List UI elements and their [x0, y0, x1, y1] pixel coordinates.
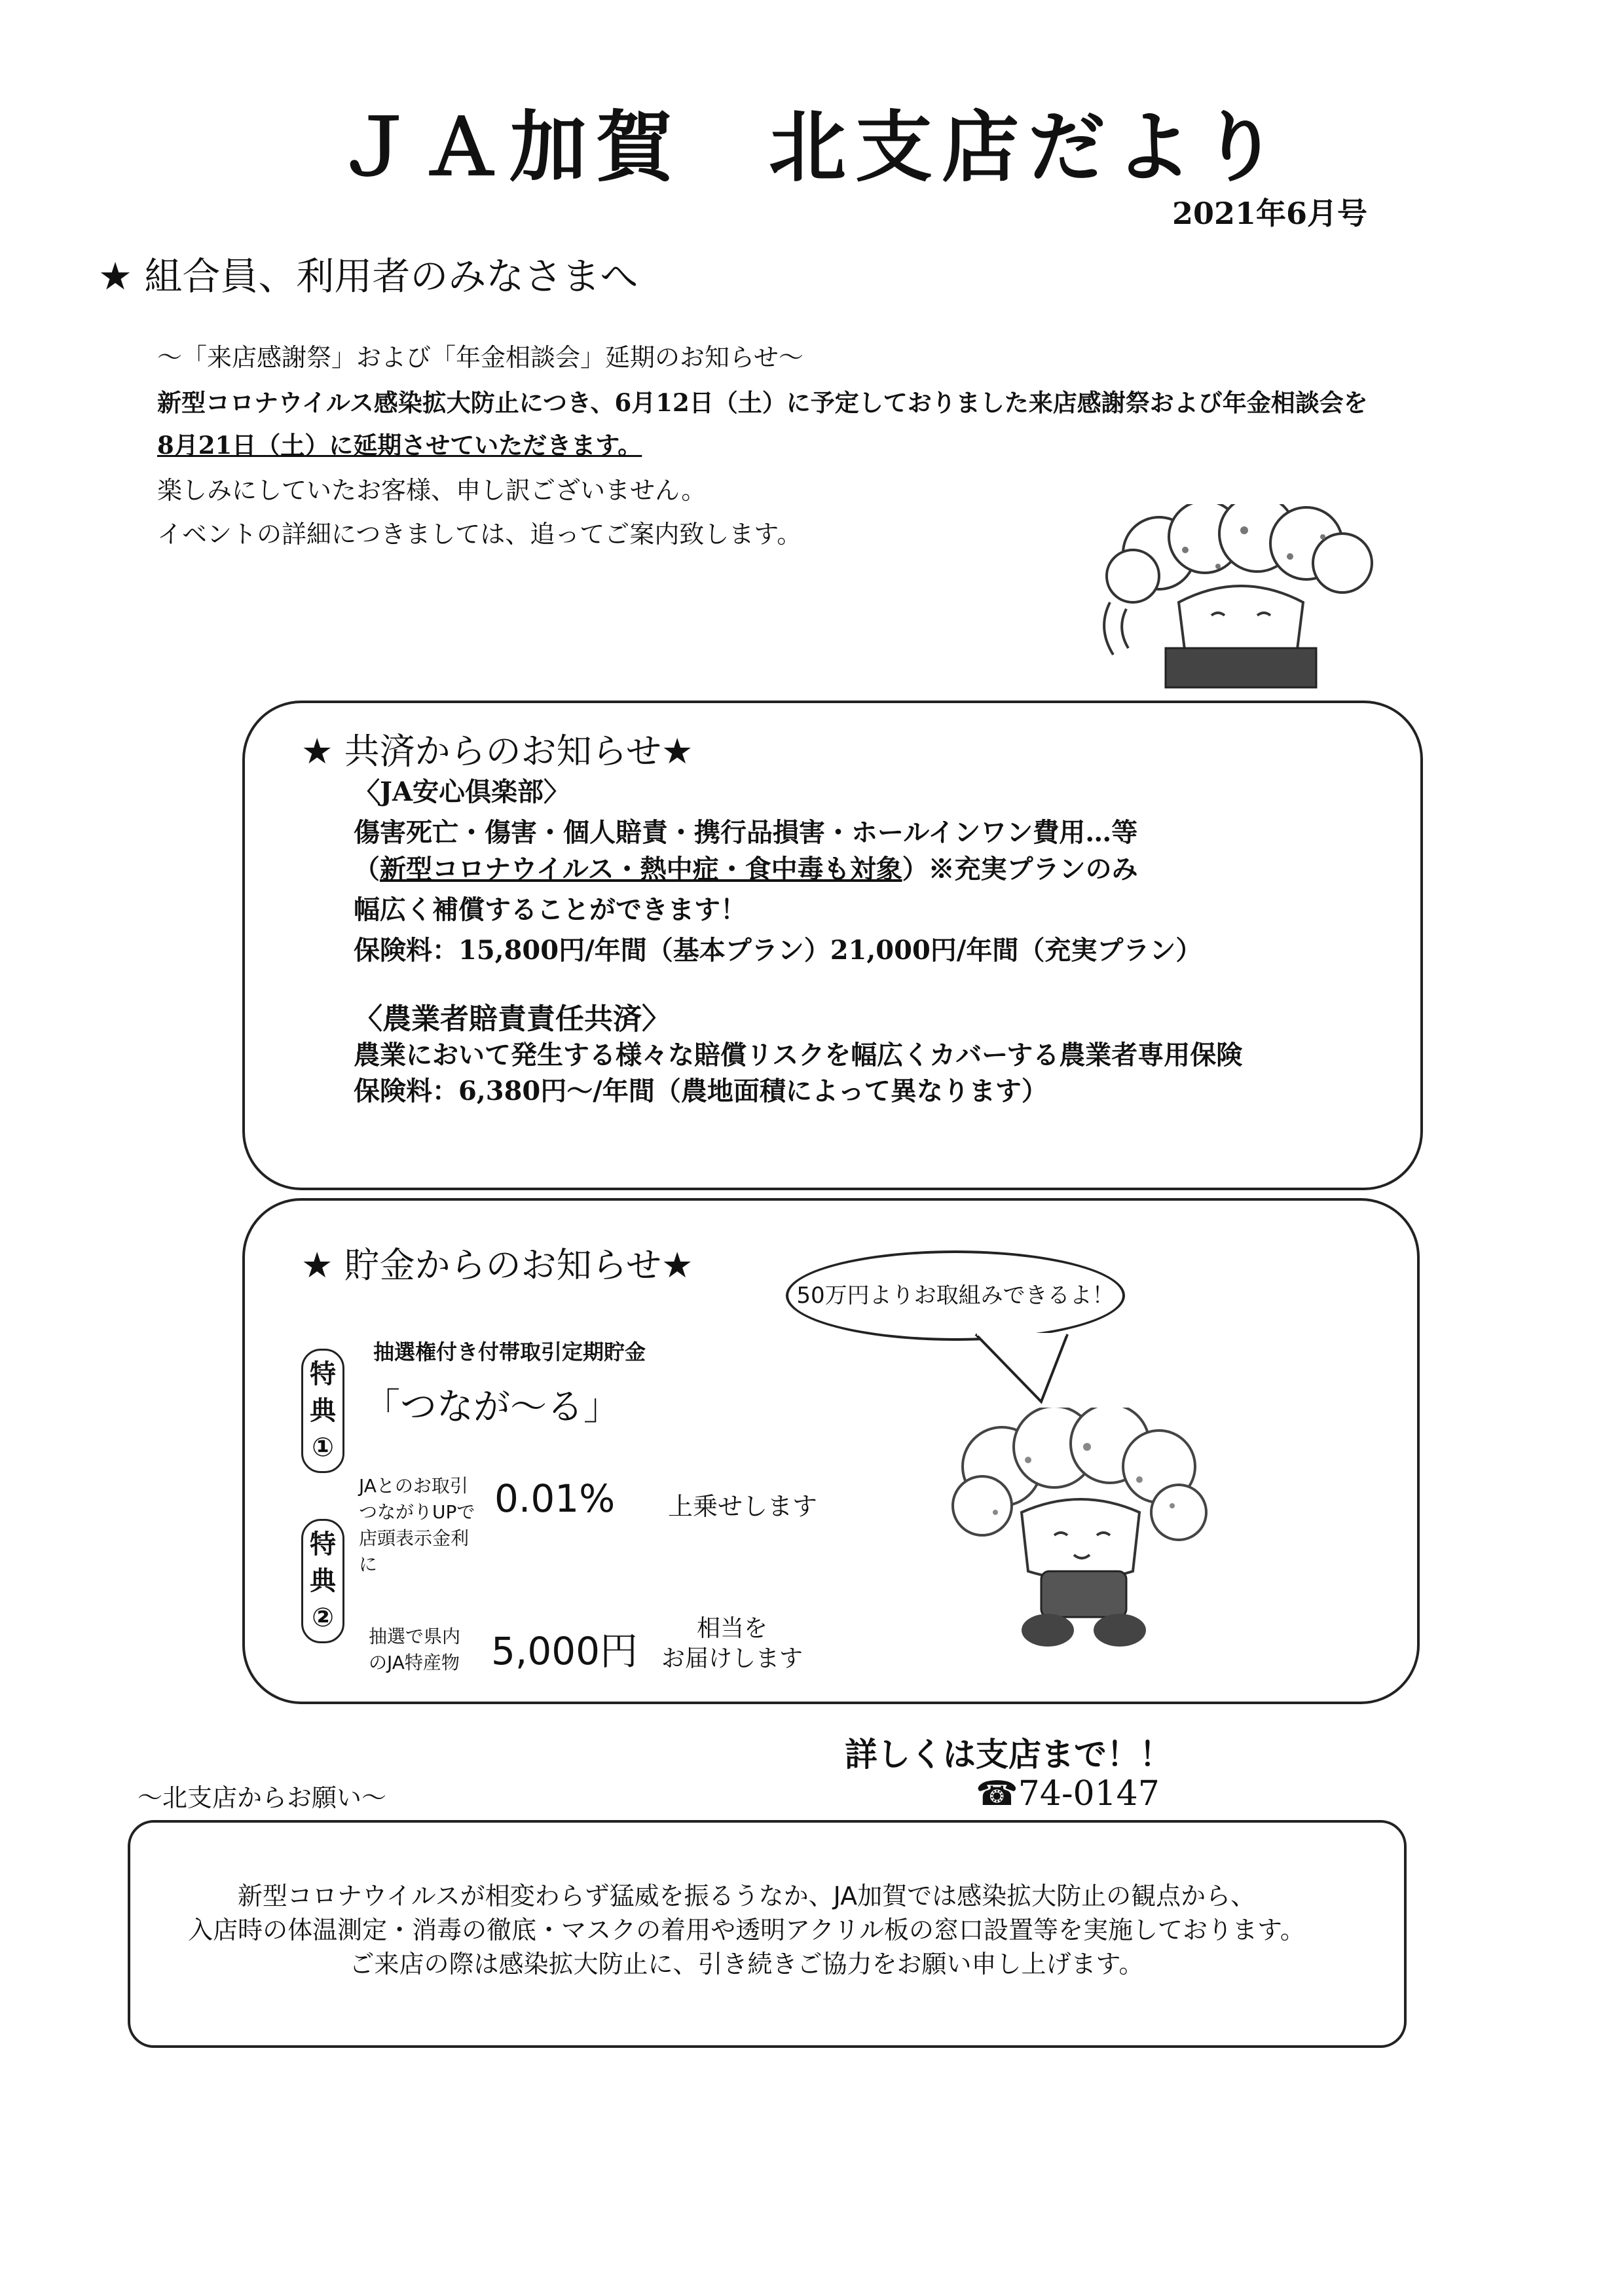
farm-title: 〈農業者賠責責任共済〉	[354, 1002, 671, 1036]
badge-2-char-3: ②	[312, 1603, 334, 1633]
notice-subtitle: ～「来店感謝祭」および「年金相談会」延期のお知らせ～	[157, 343, 803, 372]
benefit-1-label-line: つながりUPで	[359, 1501, 475, 1523]
page-title: ＪＡ加賀 北支店だより	[336, 101, 1287, 192]
benefit-1-label-line: 店頭表示金利	[359, 1527, 470, 1549]
notice-line-4: イベントの詳細につきましては、追ってご案内致します。	[157, 520, 802, 549]
benefit-2-label-line: 抽選で県内	[369, 1626, 461, 1647]
club-line-2-open: （	[354, 854, 380, 884]
benefit-2-suffix	[661, 1614, 803, 1674]
request-text	[131, 1879, 1362, 1981]
notice-line-2: 8月21日（土）に延期させていただきます。	[157, 431, 642, 460]
request-title: ～北支店からお願い～	[138, 1783, 387, 1812]
benefit-2-suffix-line: お届けします	[661, 1645, 803, 1672]
benefit-2-suffix-line: 相当を	[697, 1615, 768, 1642]
request-line-1: 新型コロナウイルスが相変わらず猛威を振るうなか、JA加賀では感染拡大防止の観点から、	[237, 1882, 1256, 1910]
product-name: 「つなが～る」	[363, 1386, 620, 1429]
benefit-2-label	[369, 1624, 460, 1676]
benefit-2-badge	[301, 1519, 344, 1643]
club-line-2	[354, 848, 1138, 886]
product-description: 抽選権付き付帯取引定期貯金	[373, 1339, 646, 1364]
club-line-1: 傷害死亡・傷害・個人賠責・携行品損害・ホールインワン費用…等	[354, 817, 1138, 848]
badge-2-char-2: 典	[310, 1566, 336, 1596]
badge-1-char-3: ①	[312, 1432, 334, 1463]
kyosai-heading: ★ 共済からのお知らせ★	[301, 731, 693, 772]
farm-line-2: 保険料：6,380円～/年間（農地面積によって異なります）	[354, 1076, 1048, 1106]
badge-2-char-1: 特	[310, 1529, 336, 1559]
club-line-4: 保険料：15,800円/年間（基本プラン）21,000円/年間（充実プラン）	[354, 935, 1202, 966]
club-line-2-covered: 新型コロナウイルス・熱中症・食中毒も対象	[380, 854, 902, 884]
club-line-2-close: ）※充実プランのみ	[902, 854, 1138, 884]
benefit-1-suffix: 上乗せします	[668, 1492, 818, 1521]
farm-line-1: 農業において発生する様々な賠償リスクを幅広くカバーする農業者専用保険	[354, 1040, 1243, 1070]
speech-bubble-tail	[969, 1333, 1100, 1405]
request-line-2: 入店時の体温測定・消毒の徹底・マスクの着用や透明アクリル板の窓口設置等を実施しております。	[188, 1916, 1305, 1944]
contact-phone: ☎74-0147	[976, 1774, 1160, 1813]
issue-date: 2021年6月号	[1172, 196, 1368, 231]
benefit-1-badge	[301, 1349, 344, 1473]
benefit-2-label-line: のJA特産物	[369, 1652, 460, 1673]
benefit-1-rate: 0.01%	[494, 1476, 616, 1521]
contact-text: 詳しくは支店まで！！	[845, 1736, 1172, 1774]
benefit-1-label	[359, 1473, 475, 1578]
benefit-2-amount: 5,000円	[491, 1629, 638, 1673]
chokin-heading: ★ 貯金からのお知らせ★	[301, 1245, 693, 1286]
speech-bubble: 50万円よりお取組みできるよ！	[786, 1250, 1125, 1341]
club-line-3: 幅広く補償することができます！	[354, 894, 747, 925]
badge-1-char-1: 特	[310, 1359, 336, 1389]
greeting-heading: ★ 組合員、利用者のみなさまへ	[98, 254, 638, 299]
club-title: 〈JA安心倶楽部〉	[354, 776, 570, 807]
benefit-1-label-line: に	[359, 1554, 378, 1575]
notice-line-1: 新型コロナウイルス感染拡大防止につき、6月12日（土）に予定しておりました来店感謝祭および年金相談会を	[157, 388, 1368, 417]
badge-1-char-2: 典	[310, 1396, 336, 1426]
mascot-bowing-illustration	[1087, 504, 1395, 694]
notice-line-3: 楽しみにしていたお客様、申し訳ございません。	[157, 476, 707, 505]
request-line-3: ご来店の際は感染拡大防止に、引き続きご協力をお願い申し上げます。	[349, 1950, 1144, 1978]
mascot-sitting-illustration	[943, 1408, 1218, 1656]
benefit-1-label-line: JAとのお取引	[359, 1475, 468, 1497]
